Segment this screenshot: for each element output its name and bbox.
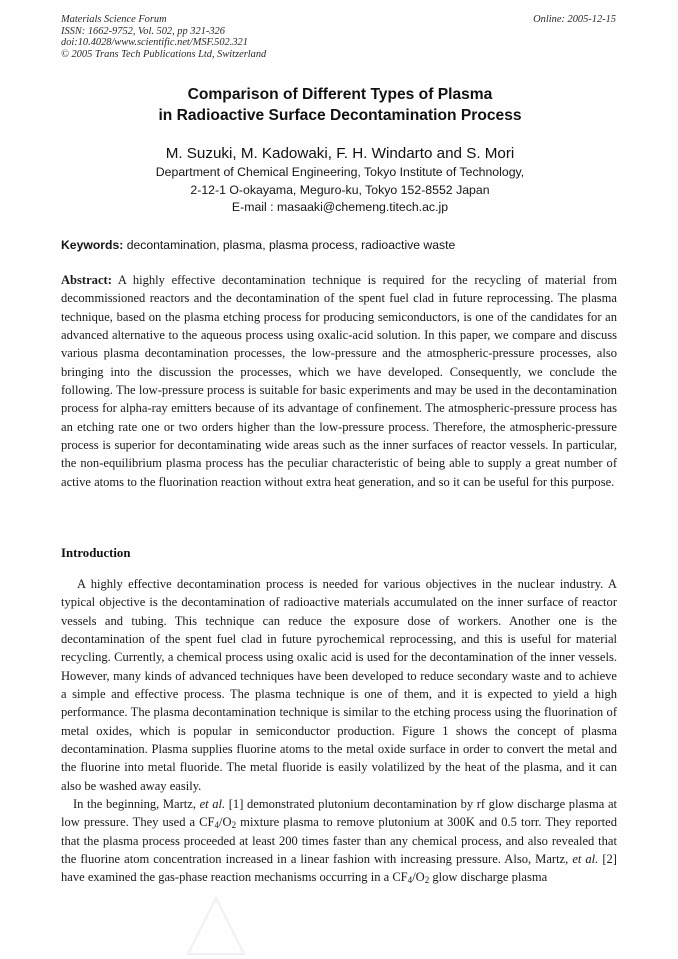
- affiliation-line-2: 2-12-1 O-okayama, Meguro-ku, Tokyo 152-8552 Japan: [190, 182, 490, 197]
- keywords-text: decontamination, plasma, plasma process, radioactive waste: [123, 238, 456, 252]
- intro-paragraph-1: A highly effective decontamination process is needed for various objectives in the nuclear industry. A typical objective is the decontamination of radioactive materials accumulated on the inner surface of reactor vessels and tubing. This technique can reduce the exposure dose of workers. Another one is the decontamination of the spent fuel clad in future pyrochemical reprocessing, and this is useful for material recycling. Currently, a chemical process using oxalic acid is used for the decontamination of the inner vessels. However, many kinds of advanced techniques have been developed to reduce secondary waste and to achieve a simple and effective process. The plasma technique is one of them, and it is expected to yield a high performance. The plasma decontamination technique is similar to the etching process using the fluorination of metal oxides, which is popular in semiconductor production. Figure 1 shows the concept of plasma decontamination. Plasma supplies fluorine atoms to the metal oxide surface in order to convert the metal and the fluorine into metal fluoride. The metal fluoride is easily volatilized by the heat of the plasma, and it can also be washed away easily.: [61, 577, 617, 793]
- email-line: E-mail : masaaki@chemeng.titech.ac.jp: [231, 200, 449, 214]
- italic-et-al: et al.: [572, 851, 599, 866]
- subscript: 2: [424, 875, 430, 886]
- section-heading-introduction: Introduction: [61, 546, 131, 560]
- affiliation: [40, 164, 640, 217]
- faint-watermark: [186, 896, 246, 956]
- italic-et-al: et al.: [199, 796, 226, 811]
- paper-title: [40, 84, 640, 126]
- copyright-line: © 2005 Trans Tech Publications Ltd, Switzerland: [61, 48, 267, 60]
- title-line-2: in Radioactive Surface Decontamination Process: [158, 107, 522, 124]
- subscript: 4: [214, 820, 220, 831]
- keywords: [61, 237, 621, 253]
- text-run: glow discharge plasma: [429, 870, 548, 885]
- issn-line: ISSN: 1662-9752, Vol. 502, pp 321-326: [61, 25, 225, 37]
- text-run: [2] have examined the gas-phase reaction mechanisms occurring in a CF: [61, 851, 617, 885]
- affiliation-line-1: Department of Chemical Engineering, Tokyo Institute of Technology,: [155, 165, 525, 179]
- keywords-label: Keywords:: [61, 238, 124, 252]
- introduction-body: [61, 575, 617, 887]
- text-run: /O: [412, 870, 425, 885]
- abstract-label: Abstract:: [61, 273, 112, 287]
- text-run: [1] demonstrated plutonium decontamination by rf glow discharge plasma at low pressure. They used a CF: [61, 796, 618, 830]
- journal-header: [61, 14, 381, 60]
- journal-name: Materials Science Forum: [61, 14, 167, 25]
- doi-line: doi:10.4028/www.scientific.net/MSF.502.321: [61, 37, 248, 49]
- author-list: M. Suzuki, M. Kadowaki, F. H. Windarto and S. Mori: [165, 145, 515, 162]
- abstract-text: A highly effective decontamination technique is required for the recycling of material from decommissioned reactors and the decontamination of the spent fuel clad in future reprocessing. The plasma technique, based on the plasma etching process for producing semiconductors, is one of the candidates for an advanced alternative to the aqueous process using oxalic-acid solution. In this paper, we compare and discuss various plasma decontamination processes, the low-pressure and the atmospheric-pressure processes, also bringing into the discussion the processes, which we have developed. Consequently, we conclude the following. The low-pressure process is suitable for basic experiments and may be used in the decontamination process for alpha-ray emitters because of its advantage of confinement. The atmospheric-pressure process has an etching rate one or two orders higher than the low-pressure process. Therefore, the atmospheric-pressure process is superior for decontaminating wide areas such as the inner surfaces of reactor vessels. In particular, the non-equilibrium plasma process has the peculiar characteristic of being able to supply a great number of active atoms to the fluorination reaction without extra heat generation, and so it can be useful for this purpose.: [61, 273, 617, 489]
- subscript: 2: [231, 820, 237, 831]
- text-run: /O: [219, 815, 232, 830]
- abstract: [61, 271, 617, 491]
- abstract-paragraph: [61, 271, 617, 491]
- online-date: Online: 2005-12-15: [533, 14, 616, 25]
- subscript: 4: [407, 875, 413, 886]
- title-line-1: Comparison of Different Types of Plasma: [187, 86, 493, 103]
- intro-paragraph-2: [61, 795, 617, 887]
- text-run: mixture plasma to remove plutonium at 300K and 0.5 torr. They reported that the plasma process proceeded at least 200 times faster than any chemical process, and also revealed that the fluorine atom concentration increased in a linear fashion with increasing pressure. Also, Martz,: [61, 815, 617, 866]
- text-run: In the beginning, Martz,: [73, 796, 200, 811]
